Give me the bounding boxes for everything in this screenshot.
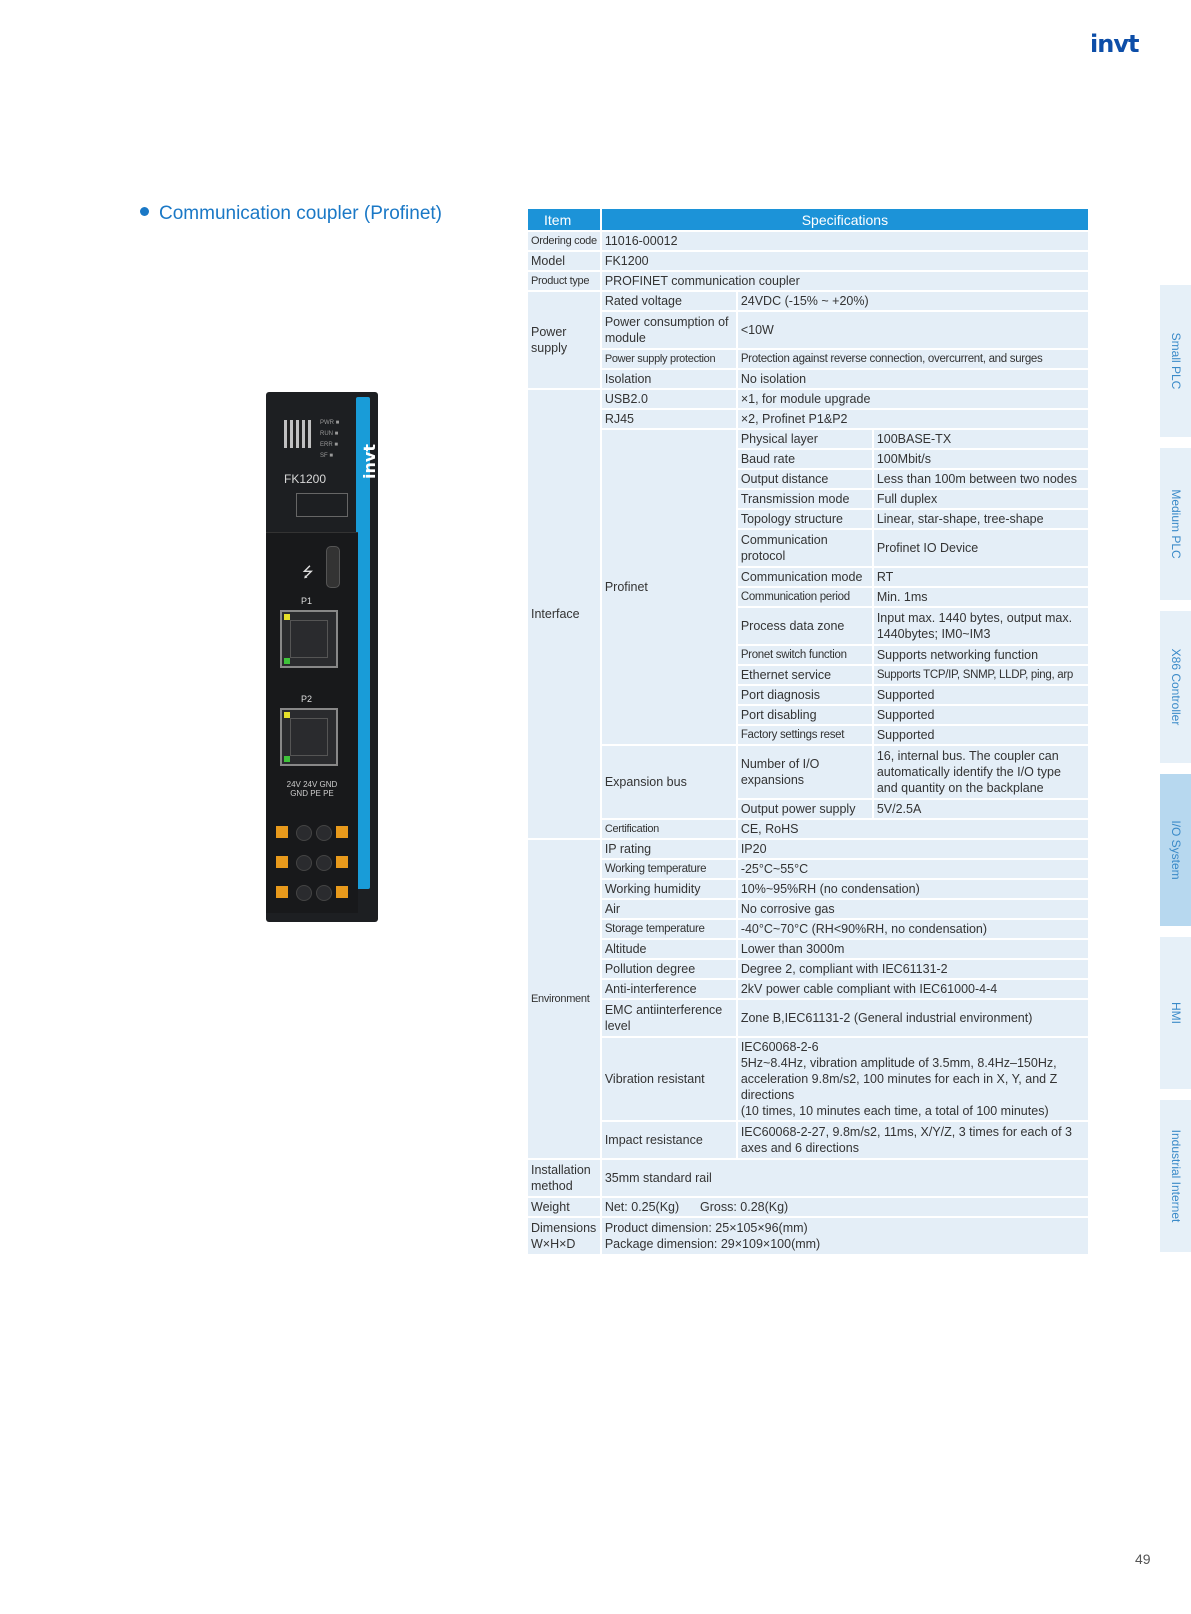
table-row [528, 390, 1088, 408]
row-label: Working temperature [602, 860, 736, 878]
group-label-interface: Interface [528, 390, 600, 838]
row-value: CE, RoHS [738, 820, 1088, 838]
row-value: -40°C~70°C (RH<90%RH, no condensation) [738, 920, 1088, 938]
row-value: <10W [738, 312, 1088, 348]
tab-label: I/O System [1168, 820, 1183, 880]
table-row [528, 1000, 1088, 1036]
page-number: 49 [1135, 1551, 1151, 1567]
profinet-logo-icon [296, 493, 348, 517]
row-label: Working humidity [602, 880, 736, 898]
spec-table [526, 207, 1090, 1256]
row-label: Vibration resistant [602, 1038, 736, 1120]
table-row [528, 350, 1088, 368]
row-value-vibration [738, 1038, 1088, 1120]
row-value: Full duplex [874, 490, 1088, 508]
tab-industrial-internet[interactable] [1160, 1100, 1191, 1252]
table-header-row [528, 209, 1088, 230]
row-label: Ethernet service [738, 666, 872, 684]
row-label: Power supply protection [602, 350, 736, 368]
row-value: Lower than 3000m [738, 940, 1088, 958]
table-row [528, 1160, 1088, 1196]
row-label: Product type [528, 272, 600, 290]
dimension-package: Package dimension: 29×109×100(mm) [604, 1237, 821, 1251]
row-label: Model [528, 252, 600, 270]
table-row [528, 1122, 1088, 1158]
group-label-environment: Environment [528, 840, 600, 1158]
device-logo: invt [359, 444, 379, 479]
row-value: Less than 100m between two nodes [874, 470, 1088, 488]
row-label: Installation method [528, 1160, 600, 1196]
row-label: Anti-interference [602, 980, 736, 998]
row-label: Communication mode [738, 568, 872, 586]
tab-io-system[interactable] [1160, 774, 1191, 926]
row-value: No isolation [738, 370, 1088, 388]
brand-logo: invt [1090, 30, 1139, 58]
usb-icon: ⭍ [302, 564, 314, 580]
row-value: Zone B,IEC61131-2 (General industrial environment) [738, 1000, 1088, 1036]
row-label: Physical layer [738, 430, 872, 448]
header-spec: Specifications [602, 209, 1088, 230]
qr-code-icon [284, 420, 312, 448]
row-value: Supported [874, 686, 1088, 704]
row-label: Pollution degree [602, 960, 736, 978]
row-label: Baud rate [738, 450, 872, 468]
row-label: Power consumption of module [602, 312, 736, 348]
row-value: -25°C~55°C [738, 860, 1088, 878]
row-value: 16, internal bus. The coupler can automatically identify the I/O type and quantity on the backplane [874, 746, 1088, 798]
row-value: ×1, for module upgrade [738, 390, 1088, 408]
table-row [528, 410, 1088, 428]
row-label: Transmission mode [738, 490, 872, 508]
row-label: Rated voltage [602, 292, 736, 310]
row-label: Air [602, 900, 736, 918]
table-row [528, 860, 1088, 878]
table-row [528, 292, 1088, 310]
table-row [528, 960, 1088, 978]
rj45-port-p2 [280, 708, 338, 766]
section-title [140, 203, 442, 225]
row-value: PROFINET communication coupler [602, 272, 1088, 290]
row-label: Output distance [738, 470, 872, 488]
table-row [528, 840, 1088, 858]
table-row [528, 1218, 1088, 1254]
row-value-dimensions [602, 1218, 1088, 1254]
row-value: ×2, Profinet P1&P2 [738, 410, 1088, 428]
row-label: Communication period [738, 588, 872, 606]
row-value: 2kV power cable compliant with IEC61000-4-4 [738, 980, 1088, 998]
table-row [528, 370, 1088, 388]
rj45-port-p1 [280, 610, 338, 668]
row-value: 11016-00012 [602, 232, 1088, 250]
row-label: Topology structure [738, 510, 872, 528]
table-row [528, 232, 1088, 250]
usb-port [326, 546, 340, 588]
row-label: Port diagnosis [738, 686, 872, 704]
row-value: FK1200 [602, 252, 1088, 270]
table-row [528, 820, 1088, 838]
row-value: Linear, star-shape, tree-shape [874, 510, 1088, 528]
table-row [528, 920, 1088, 938]
row-value: Supports TCP/IP, SNMP, LLDP, ping, arp [874, 666, 1088, 684]
row-value: Min. 1ms [874, 588, 1088, 606]
group-label-power: Power supply [528, 292, 600, 388]
row-value: Degree 2, compliant with IEC61131-2 [738, 960, 1088, 978]
tab-medium-plc[interactable] [1160, 448, 1191, 600]
row-label: EMC antiinterference level [602, 1000, 736, 1036]
bullet-icon [140, 207, 149, 216]
row-value: Profinet IO Device [874, 530, 1088, 566]
header-item: Item [528, 209, 600, 230]
table-row [528, 252, 1088, 270]
row-value: 100BASE-TX [874, 430, 1088, 448]
row-value: 35mm standard rail [602, 1160, 1088, 1196]
row-label: Number of I/O expansions [738, 746, 872, 798]
row-value: Input max. 1440 bytes, output max. 1440bytes; IM0~IM3 [874, 608, 1088, 644]
row-label: RJ45 [602, 410, 736, 428]
row-label: Certification [602, 820, 736, 838]
row-label: IP rating [602, 840, 736, 858]
row-value: IP20 [738, 840, 1088, 858]
row-label: Process data zone [738, 608, 872, 644]
row-value: 10%~95%RH (no condensation) [738, 880, 1088, 898]
status-leds: PWR ■ RUN ■ ERR ■ SF ■ [320, 420, 340, 459]
row-value: Supported [874, 706, 1088, 724]
power-terminal-label: 24V 24V GND GND PE PE [286, 780, 338, 798]
table-row [528, 1038, 1088, 1120]
row-label: Weight [528, 1198, 600, 1216]
tab-label: HMI [1168, 1002, 1183, 1024]
terminal-block [274, 820, 350, 908]
table-row [528, 430, 1088, 448]
tab-label: Industrial Internet [1168, 1129, 1183, 1223]
row-value: Supported [874, 726, 1088, 744]
subgroup-label-profinet: Profinet [602, 430, 736, 744]
tab-label: Small PLC [1168, 332, 1183, 390]
table-row [528, 900, 1088, 918]
row-label: Port disabling [738, 706, 872, 724]
tab-label: X86 Controller [1168, 648, 1183, 726]
tab-label: Medium PLC [1168, 489, 1183, 559]
vibration-line: IEC60068-2-6 [740, 1040, 819, 1054]
row-label: Storage temperature [602, 920, 736, 938]
table-row [528, 272, 1088, 290]
tab-small-plc[interactable] [1160, 285, 1191, 437]
row-value: 100Mbit/s [874, 450, 1088, 468]
tab-hmi[interactable] [1160, 937, 1191, 1089]
row-value: RT [874, 568, 1088, 586]
row-label: Altitude [602, 940, 736, 958]
dimension-product: Product dimension: 25×105×96(mm) [604, 1221, 808, 1235]
row-value: Net: 0.25(Kg) Gross: 0.28(Kg) [602, 1198, 1088, 1216]
row-value: 24VDC (-15% ~ +20%) [738, 292, 1088, 310]
vibration-line: 5Hz~8.4Hz, vibration amplitude of 3.5mm, 8.4Hz–150Hz, acceleration 9.8m/s2, 100 minutes for each in X, Y, and Z directions [740, 1056, 1058, 1102]
port1-label: P1 [301, 596, 313, 606]
row-label: Output power supply [738, 800, 872, 818]
section-title-text: Communication coupler (Profinet) [159, 203, 443, 224]
port2-label: P2 [301, 694, 313, 704]
row-label: Isolation [602, 370, 736, 388]
table-row [528, 1198, 1088, 1216]
table-row [528, 312, 1088, 348]
table-row [528, 980, 1088, 998]
row-label: Factory settings reset [738, 726, 872, 744]
table-row [528, 940, 1088, 958]
vibration-line: (10 times, 10 minutes each time, a total of 100 minutes) [740, 1104, 1049, 1118]
row-label: Impact resistance [602, 1122, 736, 1158]
table-row [528, 880, 1088, 898]
row-value: No corrosive gas [738, 900, 1088, 918]
subgroup-label-expansion: Expansion bus [602, 746, 736, 818]
row-label: Communication protocol [738, 530, 872, 566]
row-value: 5V/2.5A [874, 800, 1088, 818]
row-label: USB2.0 [602, 390, 736, 408]
table-row [528, 746, 1088, 798]
product-image [266, 392, 395, 922]
row-value: Protection against reverse connection, overcurrent, and surges [738, 350, 1088, 368]
row-label: Pronet switch function [738, 646, 872, 664]
tab-x86-controller[interactable] [1160, 611, 1191, 763]
device-model-label: FK1200 [284, 472, 327, 486]
row-value: Supports networking function [874, 646, 1088, 664]
row-label: Dimensions W×H×D [528, 1218, 600, 1254]
row-value: IEC60068-2-27, 9.8m/s2, 11ms, X/Y/Z, 3 times for each of 3 axes and 6 directions [738, 1122, 1088, 1158]
row-label: Ordering code [528, 232, 600, 250]
